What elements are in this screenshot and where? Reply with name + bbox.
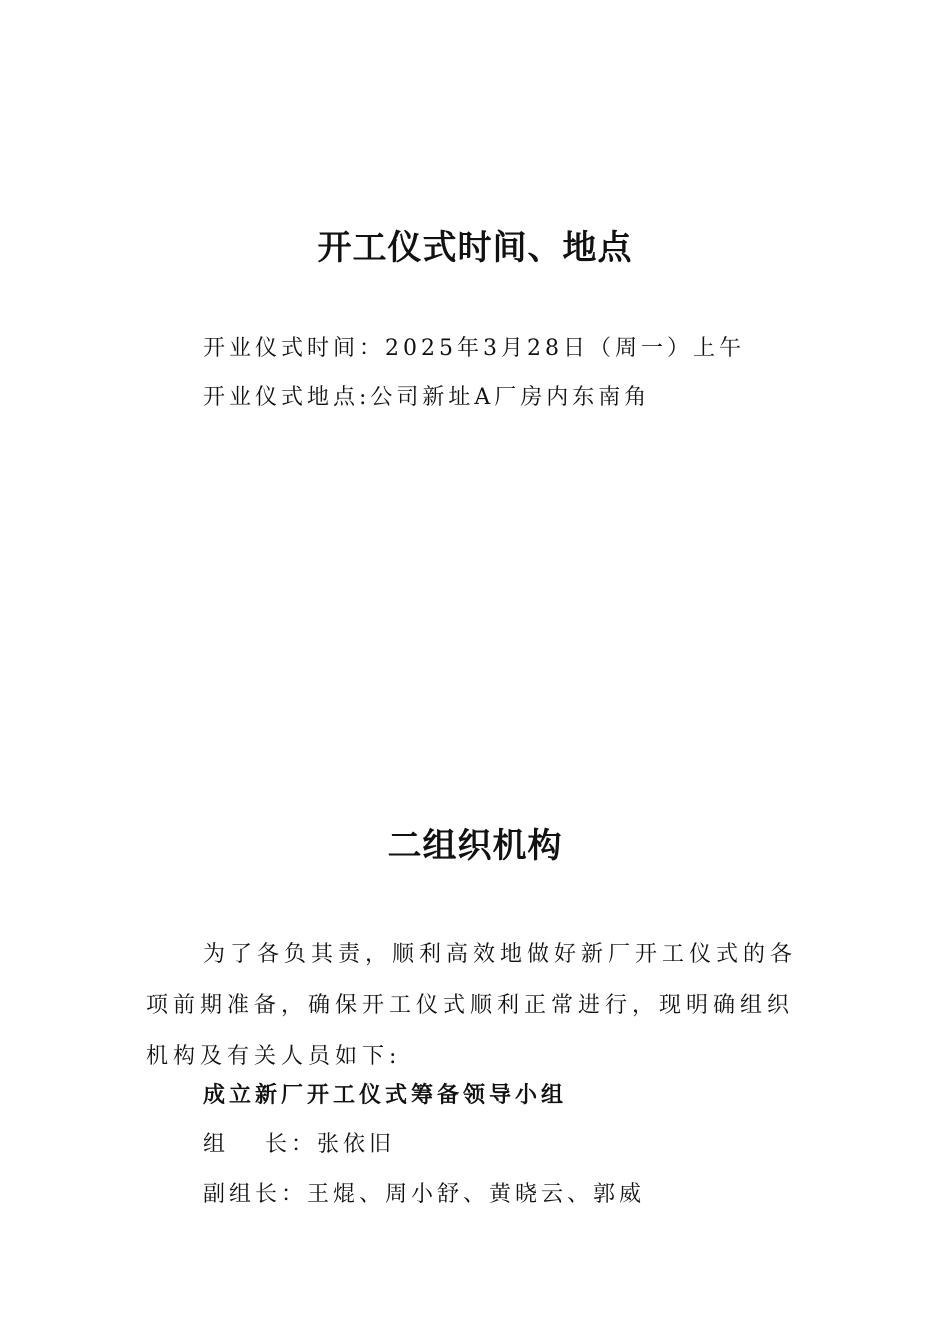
leader-label-part1: 组 (203, 1132, 230, 1157)
opening-time-line (203, 334, 745, 364)
leader-value: 张依旧 (317, 1132, 396, 1157)
opening-place-label: 开业仪式地点: (203, 385, 371, 410)
opening-place-line (203, 383, 650, 413)
group-title: 成立新厂开工仪式筹备领导小组 (203, 1082, 568, 1108)
organization-intro-paragraph: 为了各负其责，顺利高效地做好新厂开工仪式的各项前期准备，确保开工仪式顺利正常进行，现明确组织机构及有关人员如下: (146, 942, 798, 1069)
opening-time-value: 2025年3月28日（周一）上午 (385, 336, 745, 361)
leader-label-part2: 长： (265, 1132, 318, 1157)
deputy-leader-line (203, 1180, 645, 1210)
deputy-leader-label: 副组长： (203, 1182, 308, 1207)
section-title-time-place: 开工仪式时间、地点 (317, 228, 633, 268)
opening-time-label: 开业仪式时间： (203, 336, 386, 361)
opening-place-value: 公司新址A厂房内东南角 (370, 385, 651, 410)
leader-line (203, 1130, 395, 1160)
section-title-organization: 二组织机构 (387, 826, 563, 866)
deputy-leader-value: 王焜、周小舒、黄晓云、郭威 (307, 1182, 646, 1207)
